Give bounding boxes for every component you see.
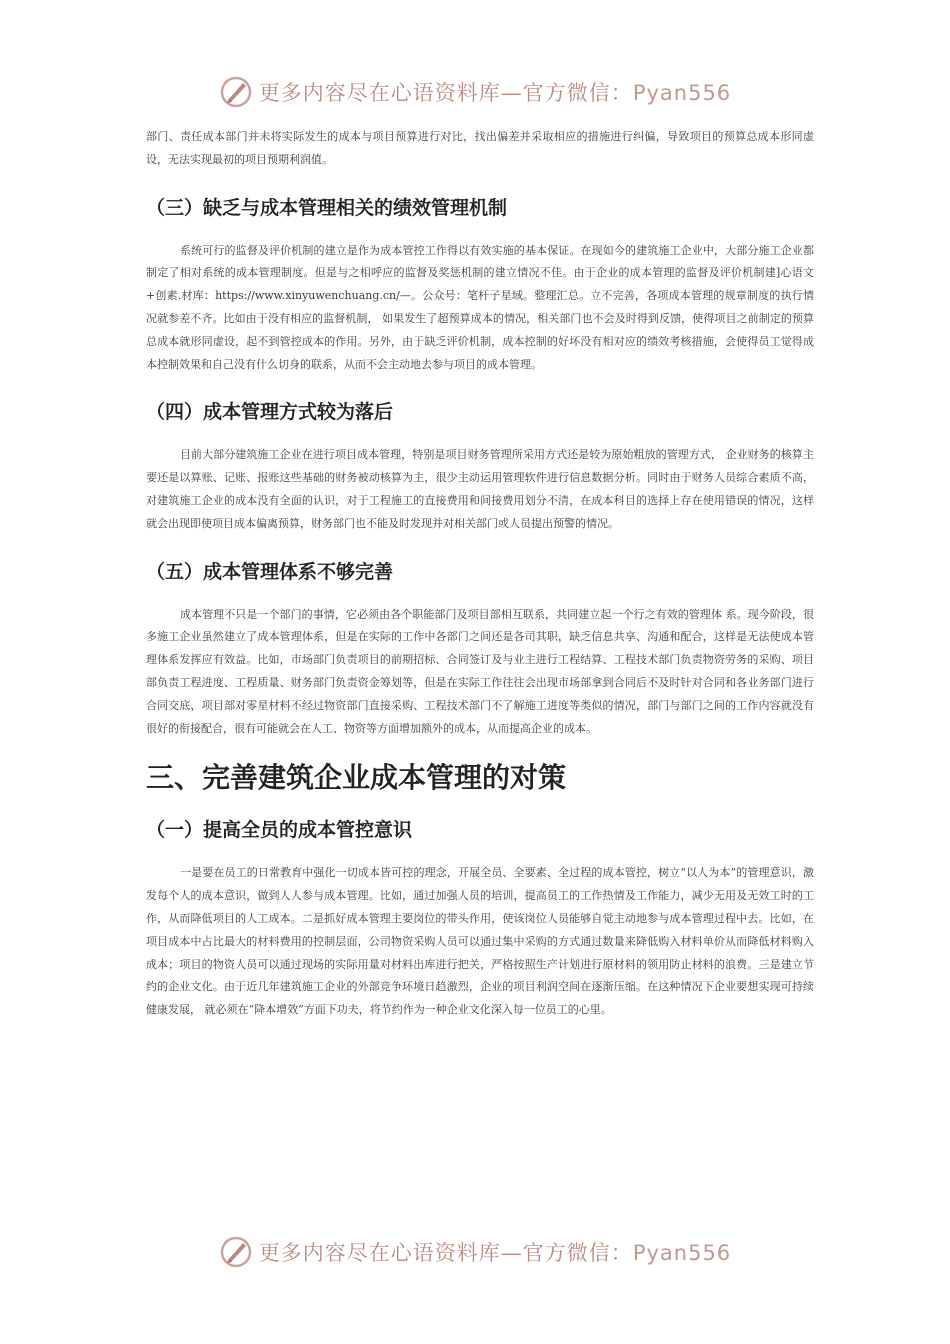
section-heading: （五）成本管理体系不够完善 [146, 560, 394, 583]
document-body [146, 126, 814, 1022]
pen-logo-icon [219, 75, 253, 109]
paragraph: 部门、责任成本部门并未将实际发生的成本与项目预算进行对比，找出偏差并采取相应的措施进行纠偏，导致项目的预算总成本形同虚设，无法实现最初的项目预期利润值。 [146, 130, 814, 166]
pen-logo-icon [219, 1235, 253, 1269]
paragraph: 成本管理不只是一个部门的事情，它必须由各个职能部门及项目部相互联系，共同建立起一个行之有效的管理体 系。现今阶段，很多施工企业虽然建立了成本管理体系，但是在实际的工作中各部门之间还是各司其职，缺乏信息共享、沟通和配合，这样是无法使成本管理体系发挥应有效益。比如，市场部门负责项目的前期招标、合同签订及与业主进行工程结算、工程技术部门负责物资劳务的采购、项目部负责工程进度、工程质量、财务部门负责资金筹划等，但是在实际工作往往会出现市场部拿到合同后不及时针对合同和各业务部门进行合同交底，项目部对零星材料不经过物资部门直接采购、工程技术部门不了解施工进度等类似的情况，部门与部门之间的工作内容就没有很好的衔接配合，很有可能就会在人工、物资等方面增加额外的成本，从而提高企业的成本。 [146, 607, 814, 735]
banner-text: 更多内容尽在心语资料库—官方微信：Pyan556 [258, 1241, 732, 1265]
chapter-heading: 三、完善建筑企业成本管理的对策 [146, 761, 567, 795]
section-heading: （三）缺乏与成本管理相关的绩效管理机制 [146, 196, 508, 219]
header-banner [0, 72, 950, 112]
paragraph: 目前大部分建筑施工企业在进行项目成本管理，特别是项目财务管理所采用方式还是较为原始粗放的管理方式， 企业财务的核算主要还是以算账、记账、报账这些基础的财务被动核算为主，很少主动运用管理软件进行信息数据分析。同时由于财务人员综合素质不高，对建筑施工企业的成本没有全面的认识，对于工程施工的直接费用和间接费用划分不清，在成本科目的选择上存在使用错误的情况，这样就会出现即使项目成本偏离预算，财务部门也不能及时发现并对相关部门或人员提出预警的情况。 [146, 448, 814, 530]
footer-banner [0, 1232, 950, 1272]
banner-text: 更多内容尽在心语资料库—官方微信：Pyan556 [258, 81, 732, 105]
section-heading: （四）成本管理方式较为落后 [146, 401, 394, 424]
paragraph: 一是要在员工的日常教育中强化一切成本皆可控的理念，开展全员、全要素、全过程的成本管控，树立“以人为本”的管理意识，激发每个人的成本意识，做到人人参与成本管理。比如，通过加强人员的培训，提高员工的工作热情及工作能力，减少无用及无效工时的工作，从而降低项目的人工成本。二是抓好成本管理主要岗位的带头作用，使该岗位人员能够自觉主动地参与成本管理过程中去。比如，在项目成本中占比最大的材料费用的控制层面，公司物资采购人员可以通过集中采购的方式通过数量来降低购入材料单价从而降低材料购入成本；项目的物资人员可以通过现场的实际用量对材料出库进行把关，严格按照生产计划进行原材料的领用防止材料的浪费。三是建立节约的企业文化。由于近几年建筑施工企业的外部竞争环境日趋激烈，企业的项目利润空间在逐渐压缩。在这种情况下企业要想实现可持续健康发展， 就必须在“降本增效”方面下功夫，将节约作为一种企业文化深入每一位员工的心里。 [146, 866, 814, 1017]
paragraph: 系统可行的监督及评价机制的建立是作为成本管控工作得以有效实施的基本保证。在现如今的建筑施工企业中，大部分施工企业都制定了相对系统的成本管理制度。但是与之相呼应的监督及奖惩机制的建立情况不佳。由于企业的成本管理的监督及评价机制建]心语文+创素.材库：https://www.xinyuwenchuang.cn/—。公众号：笔杆子星域。整理汇总。立不完善，各项成本管理的规章制度的执行情况就参差不齐。比如由于没有相应的监督机制， 如果发生了超预算成本的情况，相关部门也不会及时得到反馈，使得项目之前制定的预算总成本就形同虚设，起不到管控成本的作用。另外，由于缺乏评价机制，成本控制的好坏没有相对应的绩效考核措施，会使得员工觉得成本控制效果和自己没有什么切身的联系，从而不会主动地去参与项目的成本管理。 [146, 243, 814, 371]
section-heading: （一）提高全员的成本管控意识 [146, 819, 413, 842]
